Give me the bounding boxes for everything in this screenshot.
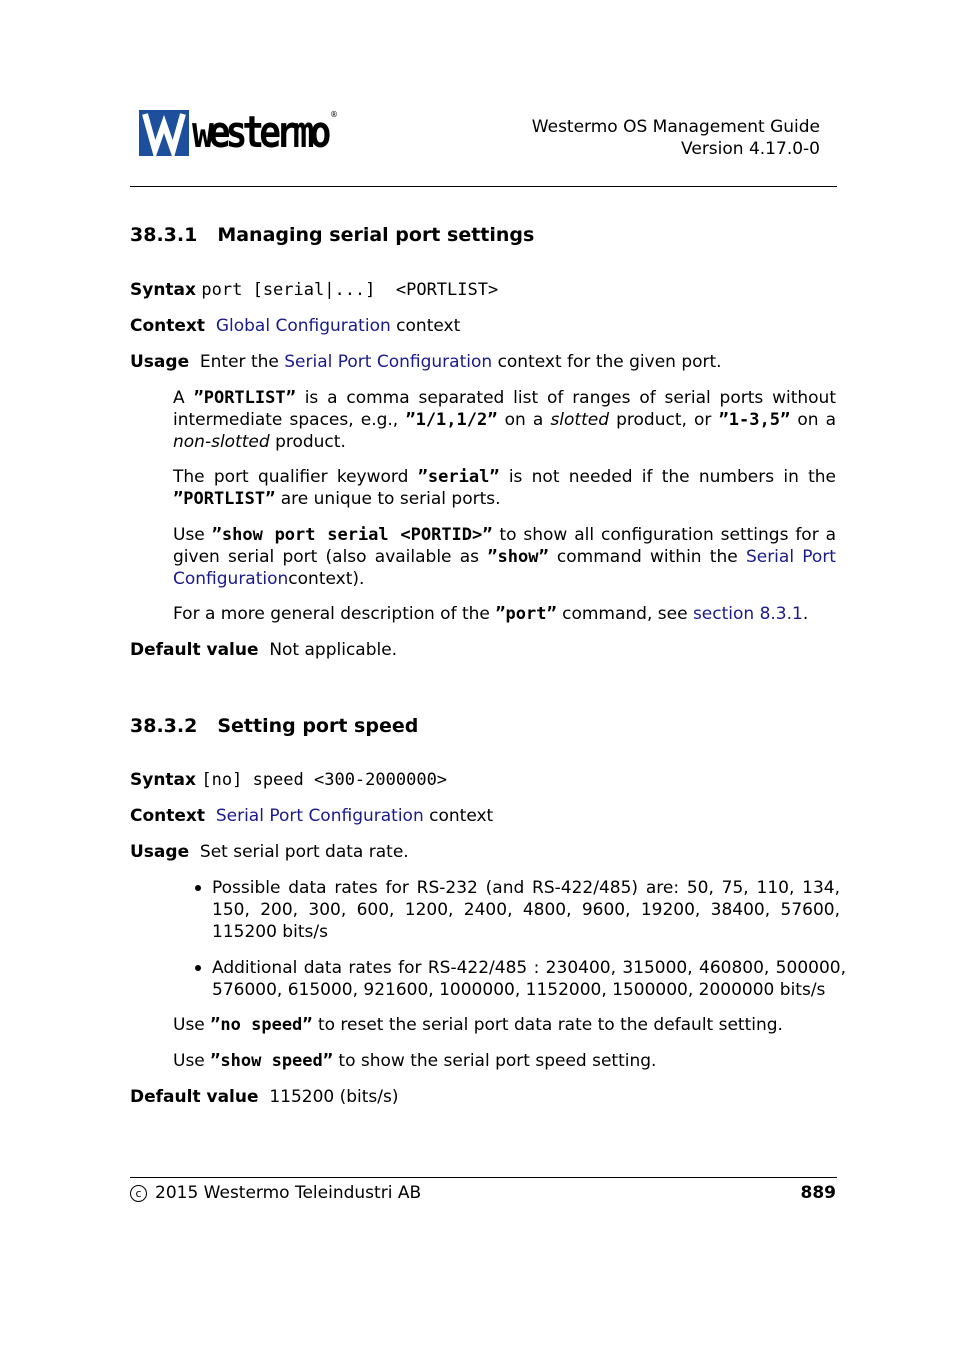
global-configuration-link[interactable]: Global Configuration — [215, 316, 391, 336]
port-command-paragraph — [173, 603, 808, 625]
code-example-slotted: ”1/1,1/2” — [405, 410, 498, 430]
bullet-line: Possible data rates for RS-232 (and RS-422/485) are: 50, 75, 110, 134, — [212, 878, 840, 898]
serial-port-configuration-link[interactable]: Serial Port Configuration — [215, 806, 424, 826]
default-value-label: Default value — [130, 1087, 259, 1107]
bullet-rs422-rates — [212, 957, 846, 1001]
text: A — [173, 388, 185, 408]
section-number: 38.3.1 — [130, 224, 198, 246]
text: on a — [797, 410, 837, 430]
usage-row — [130, 351, 722, 373]
logo-wordmark: westermo — [192, 107, 327, 158]
bullet-line: Additional data rates for RS-422/485 : 230400, 315000, 460800, 500000, — [212, 958, 846, 978]
default-value-label: Default value — [130, 640, 259, 660]
context-row — [130, 805, 493, 827]
text: . — [802, 604, 809, 624]
text: Use — [173, 1051, 205, 1071]
text: to show the serial port speed setting. — [338, 1051, 657, 1071]
text: product, or — [616, 410, 712, 430]
code-show-port-serial: ”show port serial <PORTID>” — [211, 525, 493, 545]
header-rule — [130, 186, 837, 187]
text: is a comma separated list of ranges of serial ports without — [304, 388, 836, 408]
bullet-line: 576000, 615000, 921600, 1000000, 1152000, 1500000, 2000000 bits/s — [212, 980, 826, 1000]
code-example-nonslotted: ”1-3,5” — [718, 410, 791, 430]
serial-keyword-paragraph — [173, 466, 836, 510]
default-value-row — [130, 639, 397, 661]
guide-title: Westermo OS Management Guide — [531, 117, 820, 137]
code-show-speed: ”show speed” — [210, 1051, 333, 1071]
syntax-command: port [serial|...] <PORTLIST> — [201, 280, 499, 300]
serial-port-link-part1[interactable]: Serial Port — [745, 547, 836, 567]
code-serial: ”serial” — [417, 467, 500, 487]
page-number: 889 — [800, 1183, 836, 1203]
usage-text: Set serial port data rate. — [199, 842, 409, 862]
usage-text: Enter the — [199, 352, 279, 372]
context-row — [130, 315, 460, 337]
text: Use — [173, 525, 205, 545]
usage-text-end: context for the given port. — [497, 352, 722, 372]
syntax-label: Syntax — [130, 280, 196, 300]
text: to show all configuration settings for a — [499, 525, 837, 545]
section-heading-38-3-1 — [130, 224, 534, 246]
usage-label: Usage — [130, 352, 190, 372]
copyright-text: 2015 Westermo Teleindustri AB — [155, 1183, 422, 1203]
default-value: Not applicable. — [269, 640, 398, 660]
syntax-row — [130, 769, 447, 791]
code-portlist: ”PORTLIST” — [193, 388, 296, 408]
text: are unique to serial ports. — [280, 489, 501, 509]
text: Use — [173, 1015, 205, 1035]
syntax-label: Syntax — [130, 770, 196, 790]
default-value-row — [130, 1086, 399, 1108]
text-slotted: slotted — [550, 410, 609, 430]
text: intermediate spaces, e.g., — [173, 410, 399, 430]
bullet-line: 115200 bits/s — [212, 922, 328, 942]
copyright-letter: c — [135, 1187, 142, 1200]
bullet-dot — [195, 885, 201, 891]
usage-label: Usage — [130, 842, 190, 862]
usage-row — [130, 841, 409, 863]
code-no-speed: ”no speed” — [210, 1015, 313, 1035]
text: For a more general description of the — [173, 604, 490, 624]
portlist-paragraph — [173, 387, 836, 453]
section-number: 38.3.2 — [130, 715, 198, 737]
code-portlist: ”PORTLIST” — [173, 489, 276, 509]
section-8-3-1-link[interactable]: section 8.3.1 — [692, 604, 803, 624]
section-title: Setting port speed — [217, 715, 419, 737]
code-show: ”show” — [487, 547, 549, 567]
serial-port-link-part2[interactable]: Configuration — [173, 569, 289, 589]
text: product. — [275, 432, 346, 452]
section-title: Managing serial port settings — [217, 224, 535, 246]
text: command within the — [556, 547, 738, 567]
show-port-paragraph — [173, 524, 836, 590]
text: The port qualifier keyword — [173, 467, 409, 487]
guide-version: Version 4.17.0-0 — [681, 139, 820, 159]
text: given serial port (also available as — [173, 547, 480, 567]
text: context). — [288, 569, 365, 589]
context-suffix: context — [396, 316, 461, 336]
bullet-dot — [195, 965, 201, 971]
no-speed-paragraph — [173, 1014, 783, 1036]
context-suffix: context — [429, 806, 494, 826]
default-value: 115200 (bits/s) — [269, 1087, 399, 1107]
registered-mark: ® — [330, 110, 338, 119]
text: is not needed if the numbers in the — [508, 467, 836, 487]
section-heading-38-3-2 — [130, 715, 418, 737]
context-label: Context — [130, 316, 206, 336]
westermo-logo — [139, 107, 339, 158]
serial-port-configuration-link[interactable]: Serial Port Configuration — [284, 352, 493, 372]
syntax-command: [no] speed <300-2000000> — [201, 770, 448, 790]
show-speed-paragraph — [173, 1050, 656, 1072]
copyright-icon — [130, 1185, 147, 1202]
text-nonslotted: non-slotted — [173, 432, 270, 452]
text: to reset the serial port data rate to the default setting. — [317, 1015, 783, 1035]
syntax-row — [130, 279, 498, 301]
text: command, see — [562, 604, 688, 624]
code-port: ”port” — [495, 604, 557, 624]
context-label: Context — [130, 806, 206, 826]
bullet-line: 150, 200, 300, 600, 1200, 2400, 4800, 9600, 19200, 38400, 57600, — [212, 900, 840, 920]
bullet-rs232-rates — [212, 877, 840, 943]
text: on a — [504, 410, 544, 430]
footer-rule — [130, 1177, 837, 1178]
